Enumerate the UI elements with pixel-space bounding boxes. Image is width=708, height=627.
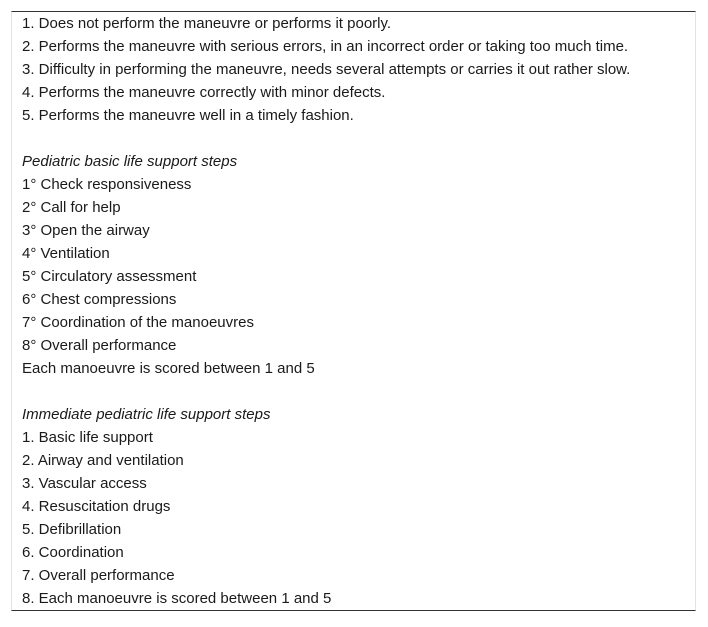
immediate-step-item: 7. Overall performance bbox=[22, 567, 175, 584]
basic-step-item: 6° Chest compressions bbox=[22, 291, 177, 308]
rating-scale-item: 3. Difficulty in performing the maneuvre, needs several attempts or carries it out rather slow. bbox=[22, 61, 631, 78]
basic-support-steps bbox=[22, 173, 695, 357]
immediate-step-item: 2. Airway and ventilation bbox=[22, 452, 184, 469]
immediate-step-item: 4. Resuscitation drugs bbox=[22, 498, 171, 515]
rating-scale-item: 1. Does not perform the maneuvre or performs it poorly. bbox=[22, 15, 392, 32]
scoring-table bbox=[11, 11, 696, 611]
basic-step-item: 8° Overall performance bbox=[22, 337, 177, 354]
immediate-support-heading: Immediate pediatric life support steps bbox=[22, 406, 271, 423]
basic-step-item: 3° Open the airway bbox=[22, 222, 150, 239]
spacer bbox=[22, 127, 695, 150]
rating-scale-item: 2. Performs the maneuvre with serious errors, in an incorrect order or taking too much time. bbox=[22, 38, 629, 55]
rating-scale-list bbox=[22, 12, 695, 127]
immediate-support-steps bbox=[22, 426, 695, 610]
immediate-step-item: 6. Coordination bbox=[22, 544, 124, 561]
immediate-step-item: 8. Each manoeuvre is scored between 1 and 5 bbox=[22, 590, 332, 607]
basic-step-item: 5° Circulatory assessment bbox=[22, 268, 197, 285]
basic-step-item: 4° Ventilation bbox=[22, 245, 110, 262]
basic-step-item: 2° Call for help bbox=[22, 199, 121, 216]
rating-scale-item: 4. Performs the maneuvre correctly with minor defects. bbox=[22, 84, 386, 101]
basic-support-heading: Pediatric basic life support steps bbox=[22, 153, 238, 170]
basic-step-item: 1° Check responsiveness bbox=[22, 176, 192, 193]
basic-step-item: 7° Coordination of the manoeuvres bbox=[22, 314, 254, 331]
immediate-step-item: 3. Vascular access bbox=[22, 475, 147, 492]
spacer bbox=[22, 380, 695, 403]
immediate-step-item: 5. Defibrillation bbox=[22, 521, 122, 538]
basic-support-note: Each manoeuvre is scored between 1 and 5 bbox=[22, 360, 315, 377]
immediate-step-item: 1. Basic life support bbox=[22, 429, 153, 446]
rating-scale-item: 5. Performs the maneuvre well in a timely fashion. bbox=[22, 107, 354, 124]
